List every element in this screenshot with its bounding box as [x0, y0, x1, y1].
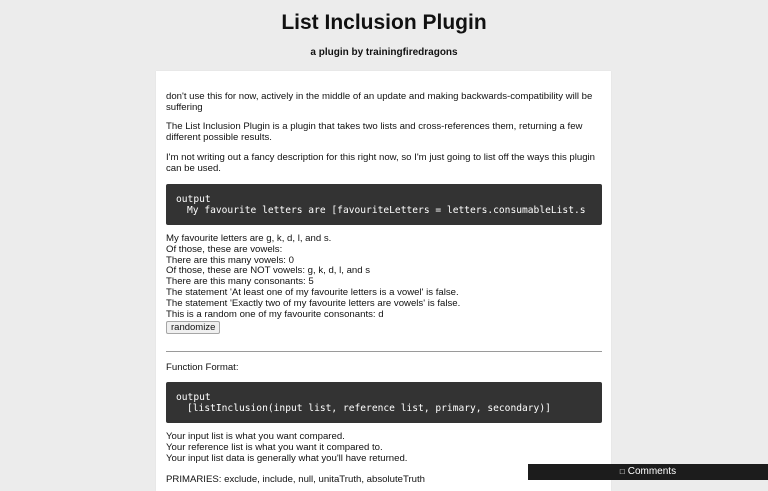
example-output	[166, 234, 606, 320]
code-keyword: output	[176, 392, 211, 403]
warning-text: don't use this for now, actively in the middle of an update and making backwards-compatibility will be suffering	[166, 91, 593, 113]
output-line: The statement 'At least one of my favourite letters is a vowel' is false.	[166, 286, 459, 298]
randomize-button[interactable]: randomize	[166, 321, 220, 334]
explanation-line: Your reference list is what you want it compared to.	[166, 441, 383, 453]
output-line: This is a random one of my favourite consonants: d	[166, 308, 384, 320]
explanations	[166, 432, 606, 464]
comments-toggle[interactable]	[528, 464, 768, 480]
code-keyword: output	[176, 194, 211, 205]
output-line: There are this many vowels: 0	[166, 254, 294, 266]
content-card	[156, 71, 611, 491]
comment-icon: □	[619, 467, 625, 476]
output-line: Of those, these are vowels:	[166, 243, 283, 255]
output-line: There are this many consonants: 5	[166, 276, 314, 288]
page-title: List Inclusion Plugin	[281, 11, 487, 34]
section-divider	[166, 351, 602, 352]
intro-text: The List Inclusion Plugin is a plugin that takes two lists and cross-references them, returning a few different possible results.	[166, 121, 583, 143]
code-line: My favourite letters are [favouriteLetters = letters.consumableList.s	[187, 205, 586, 216]
comments-label: Comments	[627, 466, 677, 477]
explanation-line: Your input list data is generally what you'll have returned.	[166, 452, 408, 464]
output-line: My favourite letters are g, k, d, l, and s.	[166, 233, 332, 244]
format-code-block	[166, 382, 602, 423]
output-line: Of those, these are NOT vowels: g, k, d, l, and s	[166, 265, 371, 277]
output-line: The statement 'Exactly two of my favourite letters are vowels' is false.	[166, 297, 461, 309]
explanation-line: Your input list is what you want compared.	[166, 431, 345, 442]
example-code-block	[166, 184, 602, 225]
primaries-line: PRIMARIES: exclude, include, null, unitaTruth, absoluteTruth	[166, 474, 425, 485]
code-line: [listInclusion(input list, reference list, primary, secondary)]	[187, 403, 551, 414]
function-format-label: Function Format:	[166, 362, 239, 373]
note-text: I'm not writing out a fancy description for this right now, so I'm just going to list off the ways this plugin can be used.	[166, 152, 596, 174]
byline: a plugin by trainingfiredragons	[310, 47, 458, 58]
